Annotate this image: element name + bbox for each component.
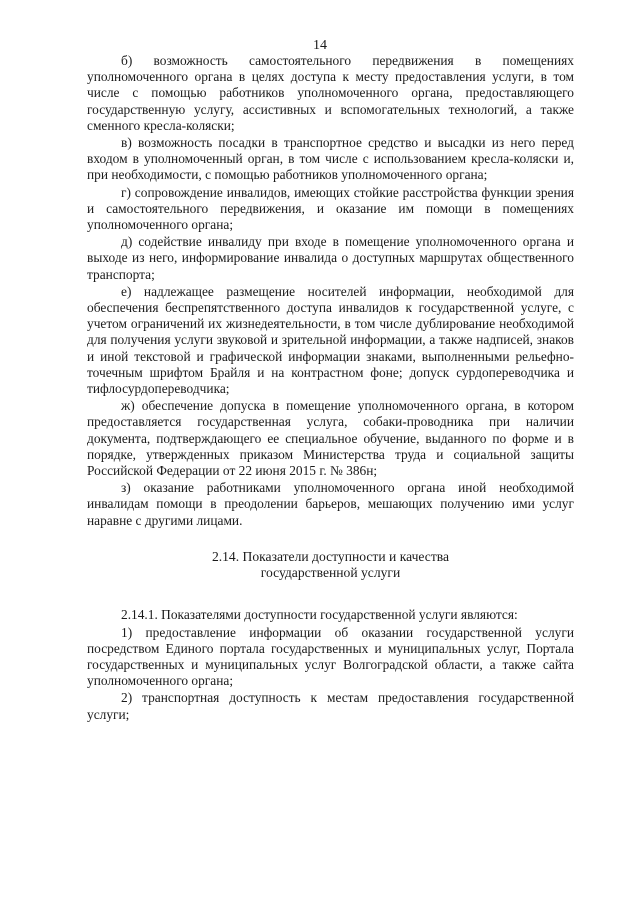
paragraph-zh: ж) обеспечение допуска в помещение уполномоченного органа, в котором предоставляется государственная услуга, собаки-проводника при наличии документа, подтверждающего ее специальное обучение, выданного по форме и в порядке, утвержденных приказом Министерства труда и социальной защиты Российской Федерации от 22 июня 2015 г. № 386н; (87, 398, 574, 479)
section-heading (87, 549, 574, 581)
paragraph-e: е) надлежащее размещение носителей информации, необходимой для обеспечения беспрепятственного доступа инвалидов к государственной услуге, с учетом ограничений их жизнедеятельности, в том числе дублирование необходимой для получения услуги звуковой и зрительной информации, а также надписей, знаков и иной текстовой и графической информации знаками, выполненными рельефно-точечным шрифтом Брайля и на контрастном фоне; допуск сурдопереводчика и тифлосурдопереводчика; (87, 283, 574, 397)
paragraph-g: г) сопровождение инвалидов, имеющих стойкие расстройства функции зрения и самостоятельного передвижения, и оказание им помощи в помещениях уполномоченного органа; (87, 184, 574, 233)
page-number: 14 (313, 38, 327, 53)
paragraph-item-2: 2) транспортная доступность к местам предоставления государственной услуги; (87, 690, 574, 722)
document-body (87, 53, 574, 723)
paragraph-z: з) оказание работниками уполномоченного органа иной необходимой инвалидам помощи в преодолении барьеров, мешающих получению ими услуг наравне с другими лицами. (87, 480, 574, 528)
section-heading-line-1: 2.14. Показатели доступности и качества (211, 548, 450, 564)
paragraph-v: в) возможность посадки в транспортное средство и высадки из него перед входом в уполномоченный орган, в том числе с использованием кресла-коляски и, при необходимости, с помощью работников уполномоченного органа; (87, 135, 574, 183)
paragraph-b: б) возможность самостоятельного передвижения в помещениях уполномоченного органа в целях доступа к месту предоставления услуги, в том числе с помощью работников уполномоченного органа, предоставляющего государственную услугу, ассистивных и вспомогательных технологий, а также сменного кресла-коляски; (87, 53, 574, 133)
paragraph-item-1: 1) предоставление информации об оказании государственной услуги посредством Единого портала государственных и муниципальных услуг, Портала государственных и муниципальных услуг Волгоградской области, а также сайта уполномоченного органа; (87, 624, 574, 689)
section-heading-line-2: государственной услуги (260, 565, 401, 581)
paragraph-d: д) содействие инвалиду при входе в помещение уполномоченного органа и выходе из него, информирование инвалида о доступных маршрутах общественного транспорта; (87, 234, 574, 282)
paragraph-2-14-1: 2.14.1. Показателями доступности государственной услуги являются: (121, 607, 518, 623)
